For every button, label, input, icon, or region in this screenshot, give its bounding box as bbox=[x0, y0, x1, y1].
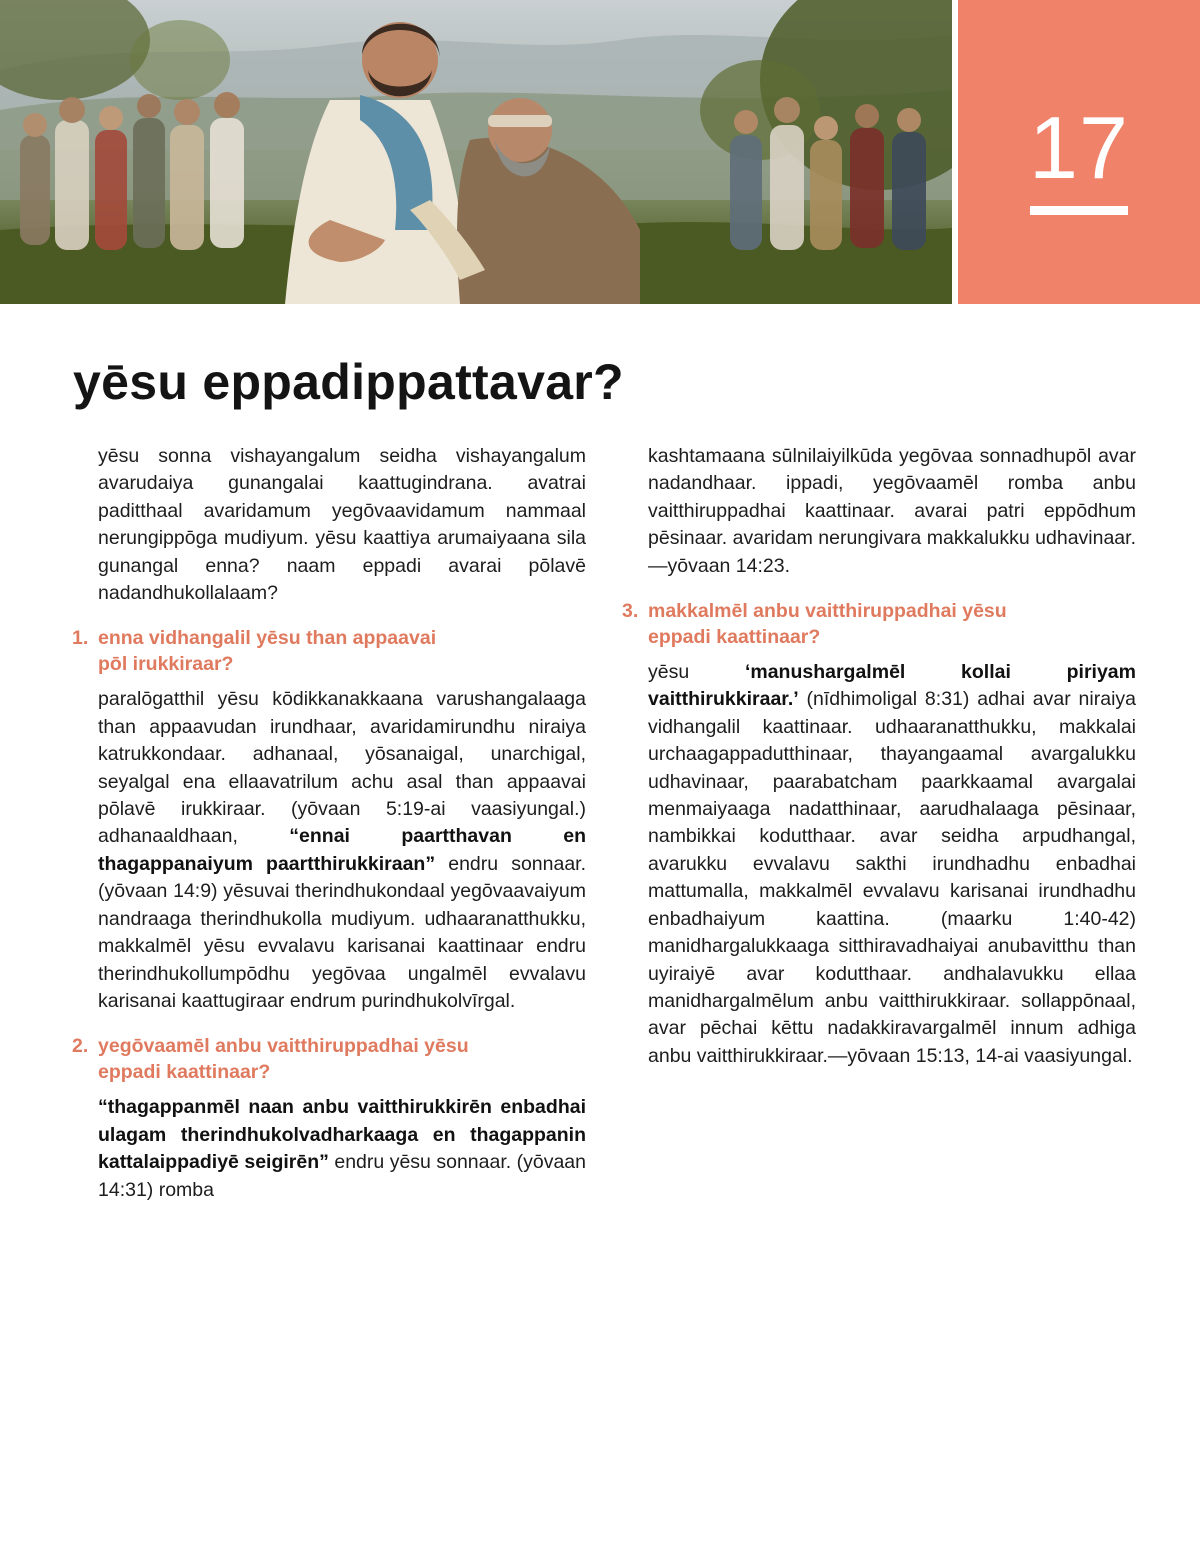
intro-paragraph: yēsu sonna vishayangalum seidha vishayangalum avarudaiya gunangalai kaattugindrana. avatrai paditthaal avaridamum yegōvaavidamum nammaal nerungippōga mudiyum. yēsu kaattiya arumaiyaana sila gunangal enna? naam eppadi avarai pōlavē nadandhukollalaam? bbox=[98, 445, 586, 605]
section-3-number: 3. bbox=[622, 600, 639, 623]
section-2-continuation: kashtamaana sūlnilaiyilkūda yegōvaa sonnadhupōl avar nadandhaar. ippadi, yegōvaamēl romba anbu vaitthiruppadhai kaattinaar. avarai patri eppōdhum pēsinaar. avaridam nerungivara makkalukku udhavinaar.—yōvaan 14:23. bbox=[648, 445, 1136, 577]
chapter-underline bbox=[1030, 206, 1128, 215]
section-3-question-line2: eppadi kaattinaar? bbox=[648, 626, 821, 649]
section-1-number: 1. bbox=[72, 627, 89, 650]
section-2-question-line1: yegōvaamēl anbu vaitthiruppadhai yēsu bbox=[98, 1035, 469, 1058]
section-1-paragraph bbox=[98, 686, 586, 1015]
hero-scene bbox=[0, 0, 952, 304]
section-3-quote: ‘manushargalmēl kollai piriyam vaitthirukkiraar.’ bbox=[648, 661, 1136, 711]
right-column bbox=[622, 443, 1137, 1070]
section-2-text-a: endru yēsu sonnaar. (yōvaan 14:31) romba bbox=[98, 1151, 586, 1201]
section-1-text-b: endru sonnaar. (yōvaan 14:9) yēsuvai therindhukondaal yegōvaavaiyum nandraaga therindhukolla mudiyum. udhaaranatthukku, makkalmēl yēsu evvalavu karisanai kaattinaar endru therindhukollumpōdhu yegōvaa ungalmēl evvalavu karisanai kaattugiraar endrum purindhukolvīrgal. bbox=[98, 852, 587, 1012]
section-3-text-b: (nīdhimoligal 8:31) adhai avar niraiya vidhangalil kaattinaar. udhaaranatthukku, makkalai urchaagappadutthinaar, thayangaamal avargalukku udhavinaar, paarabatcham paarkkaamal avargalai menmaiyaaga nadatthinaar, aarudhalaaga pēsinaar, nambikkai kodutthaar. avar seidha arpudhangal, avarukku evvalavu sakthi irundhadhu enbadhai mattumalla, makkalmēl evvalavu karisanai irundhadhu enbadhaiyum kaattina. (maarku 1:40-42) manidhargalukkaaga sitthiravadhaiyai anubavitthu than uyiraiyē avar kodutthaar. andhalavukku ellaa manidhargalmēlum anbu vaitthirukkiraar. sollappōnaal, avar pēchai kēttu nadakkiravargalmēl innum adhiga anbu vaitthirukkiraar.—yōvaan 15:13, 14-ai vaasiyungal. bbox=[648, 688, 1137, 1067]
chapter-number: 17 bbox=[1029, 98, 1129, 197]
page-title: yēsu eppadippattavar? bbox=[73, 354, 624, 410]
section-3-paragraph bbox=[648, 659, 1136, 1070]
section-1-question-line1: enna vidhangalil yēsu than appaavai bbox=[98, 627, 437, 650]
left-column bbox=[72, 443, 587, 1204]
section-3-question-line1: makkalmēl anbu vaitthiruppadhai yēsu bbox=[648, 600, 1007, 623]
section-1-text-a: paralōgatthil yēsu kōdikkanakkaana varushangalaaga than appaavudan irundhaar, avaridamirundhu niraiya katrukkondaar. adhanaal, yōsanaigal, unarchigal, seyalgal ena ellaavatrilum achu asal than appaavai pōlavē irukkiraar. (yōvaan 5:19-ai vaasiyungal.) adhanaaldhaan, bbox=[98, 688, 586, 848]
section-3-question bbox=[622, 598, 1136, 650]
section-3-text-a: yēsu bbox=[648, 661, 690, 684]
section-1-quote: “ennai paartthavan en thagappanaiyum paartthirukkiraan” bbox=[98, 825, 587, 875]
section-2-question bbox=[72, 1033, 586, 1085]
section-2-question-line2: eppadi kaattinaar? bbox=[98, 1061, 271, 1084]
chapter-badge bbox=[958, 0, 1200, 304]
section-1-question-line2: pōl irukkiraar? bbox=[98, 653, 234, 676]
section-1-question bbox=[72, 625, 586, 677]
section-2-quote: “thagappanmēl naan anbu vaitthirukkirēn enbadhai ulagam therindhukolvadharkaaga en thagappanin kattalaippadiyē seigirēn” bbox=[98, 1096, 586, 1174]
section-2-paragraph bbox=[98, 1094, 586, 1204]
section-2-number: 2. bbox=[72, 1035, 89, 1058]
hero-illustration bbox=[0, 0, 952, 304]
